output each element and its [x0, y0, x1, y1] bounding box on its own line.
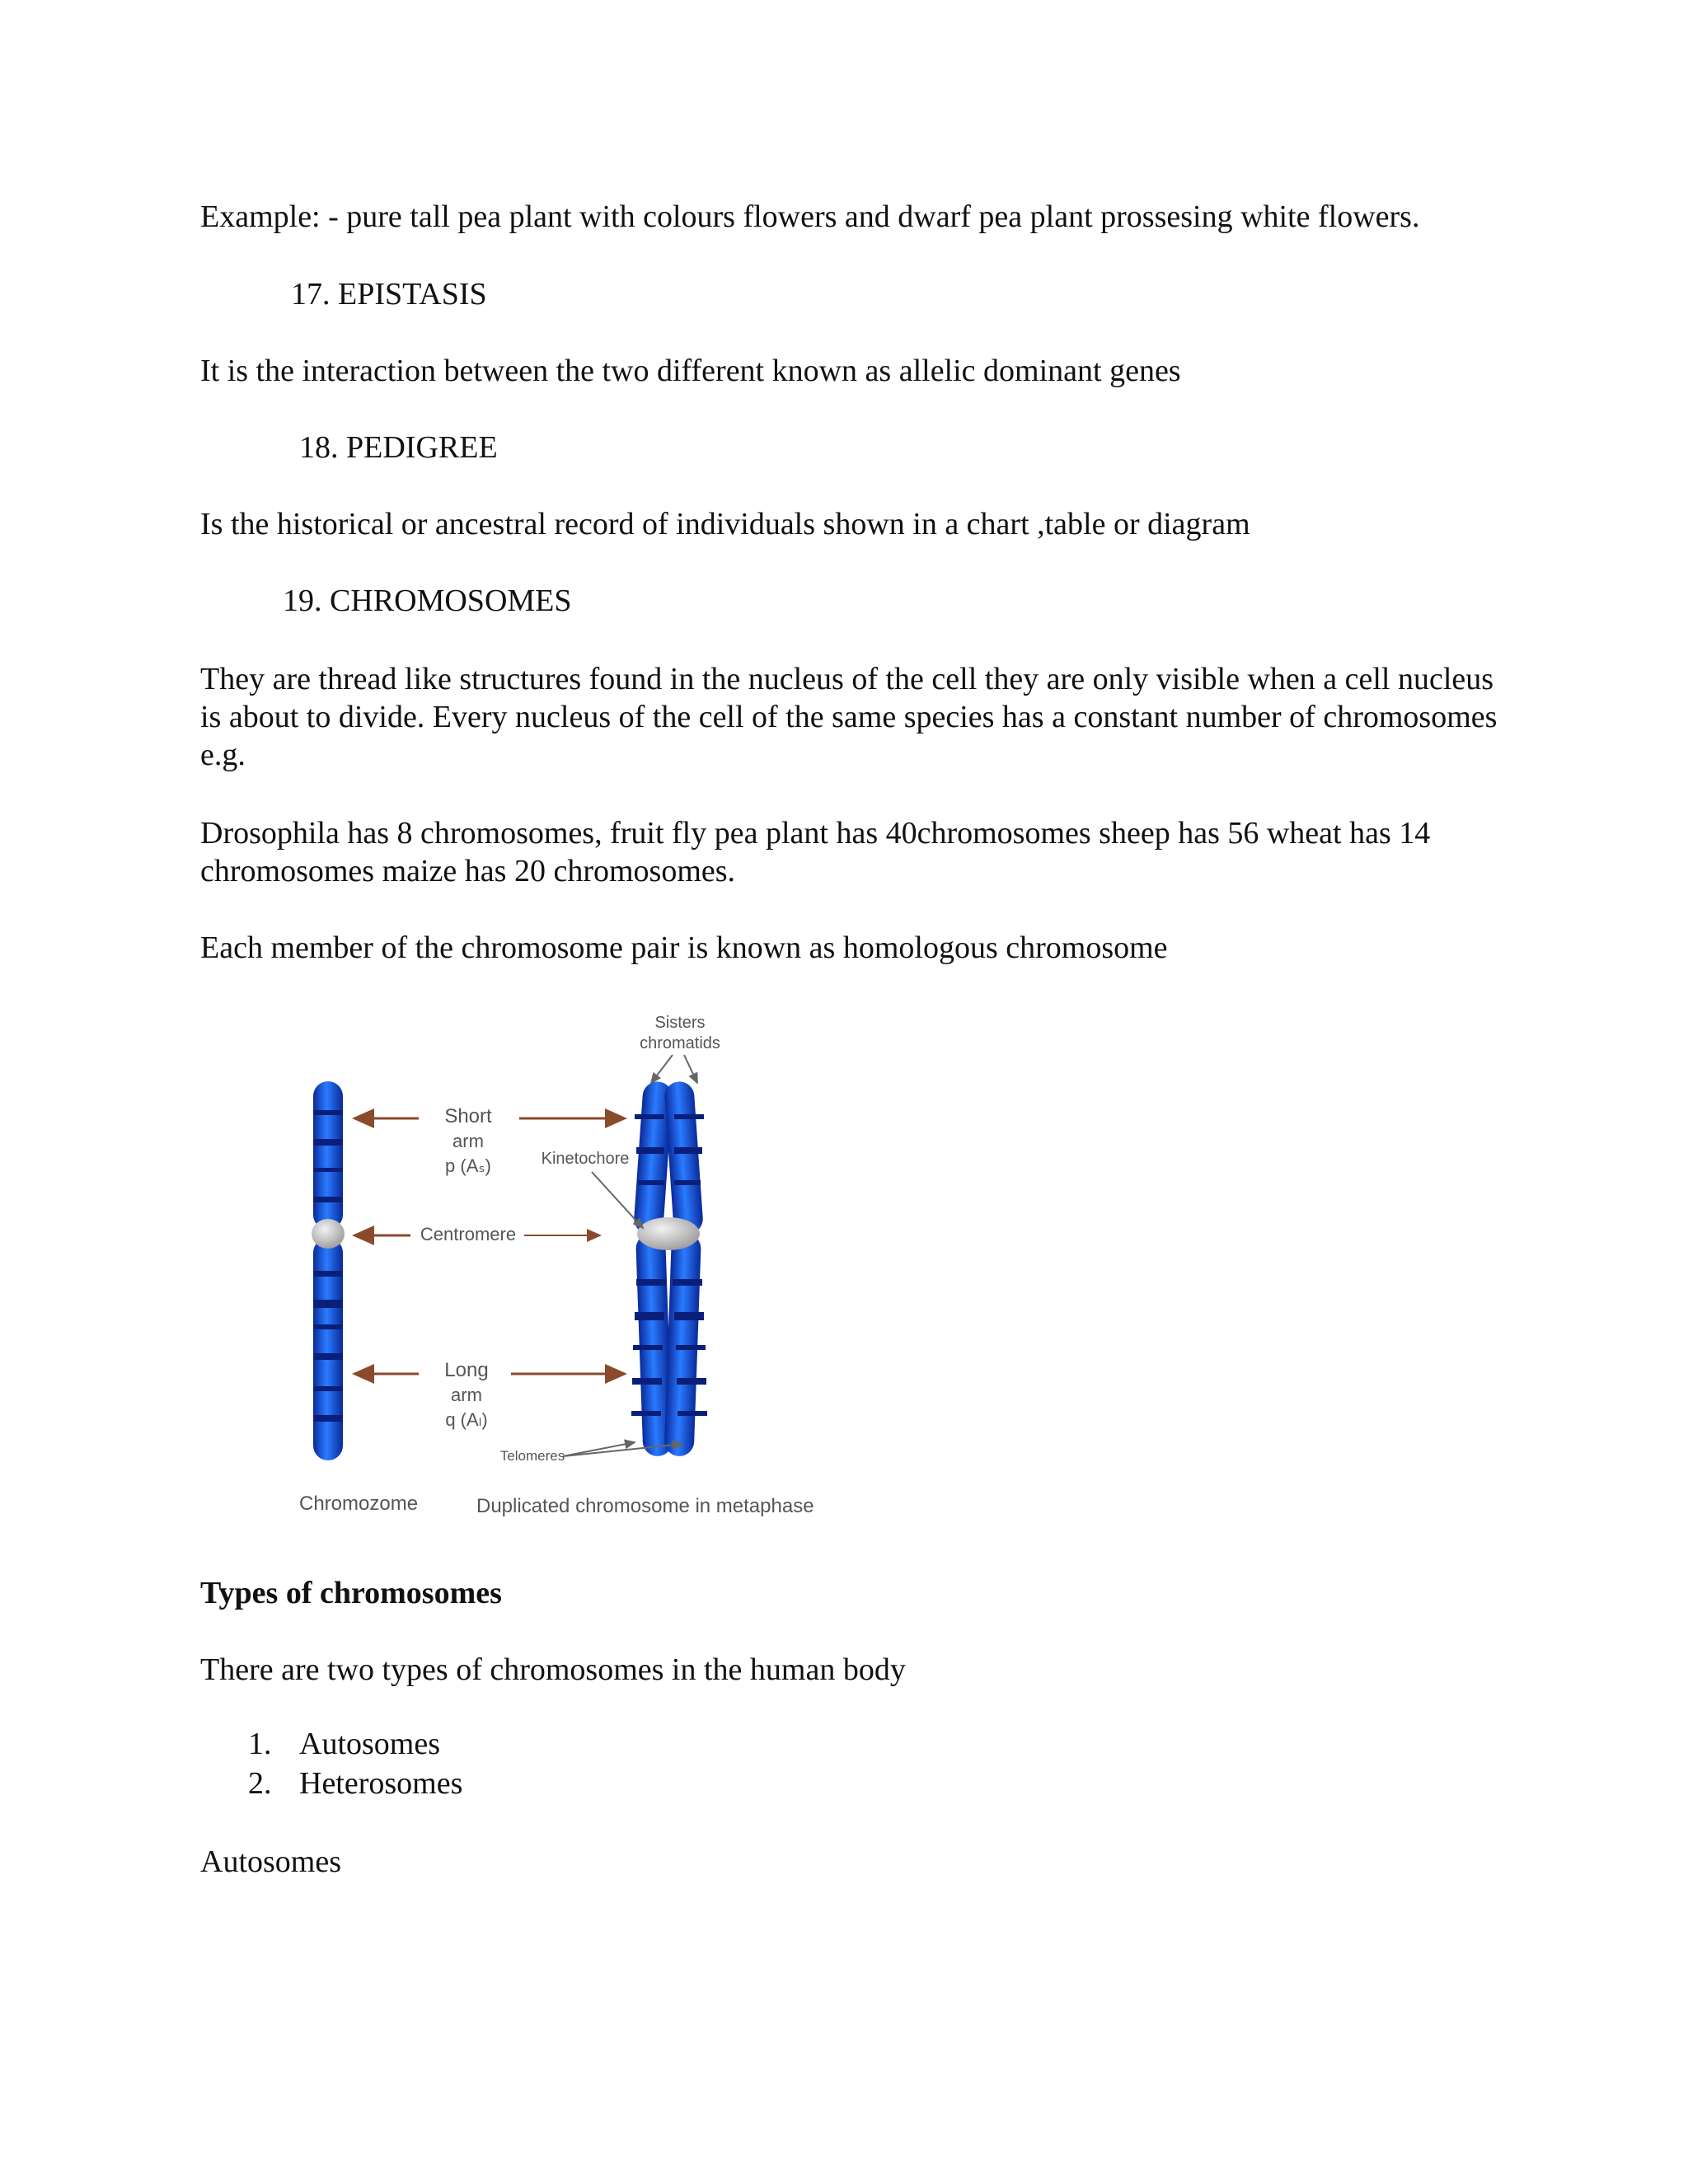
label-sisters-1: Sisters [654, 1014, 706, 1032]
epistasis-text: It is the interaction between the two different known as allelic dominant genes [200, 354, 1181, 388]
list-item [200, 1764, 462, 1803]
single-chromosome [312, 1081, 345, 1460]
label-centromere: Centromere [420, 1224, 517, 1244]
label-long-3: q (Aₗ) [445, 1409, 488, 1430]
example-line: Example: - pure tall pea plant with colours flowers and dwarf pea plant prossesing white flowers. [200, 199, 1420, 234]
label-long-1: Long [444, 1359, 489, 1381]
homologous-text: Each member of the chromosome pair is known as homologous chromosome [200, 930, 1168, 965]
list-item-label: Heterosomes [299, 1766, 463, 1801]
caption-chromozome: Chromozome [299, 1493, 419, 1515]
list-item-label: Autosomes [299, 1727, 440, 1761]
chromosomes-text: They are thread like structures found in the nucleus of the cell they are only visible when a cell nucleus is about to divide. Every nucleus of the cell of the same species has a constant number of chromosomes e.g. [200, 662, 1498, 772]
heading-epistasis: 17. EPISTASIS [291, 277, 487, 312]
chromosome-diagram [262, 999, 849, 1526]
duplicated-chromosome [631, 1080, 707, 1456]
centromere-single [312, 1219, 345, 1249]
autosomes-heading: Autosomes [200, 1844, 341, 1879]
label-sisters-2: chromatids [640, 1034, 720, 1052]
label-short-3: p (Aₛ) [445, 1155, 491, 1176]
heading-chromosomes: 19. CHROMOSOMES [283, 583, 572, 618]
label-short-2: arm [452, 1131, 484, 1151]
label-long-2: arm [451, 1385, 482, 1405]
list-item-number: 2. [248, 1766, 272, 1801]
centromere-duplicated [637, 1217, 700, 1250]
chromosome-diagram-svg [262, 999, 849, 1526]
types-intro: There are two types of chromosomes in the human body [200, 1652, 906, 1687]
caption-duplicated: Duplicated chromosome in metaphase [476, 1495, 814, 1517]
types-heading: Types of chromosomes [200, 1576, 502, 1610]
types-list [200, 1724, 462, 1803]
label-short-1: Short [444, 1105, 492, 1127]
list-item [200, 1724, 462, 1764]
drosophila-text: Drosophila has 8 chromosomes, fruit fly pea plant has 40chromosomes sheep has 56 wheat has 14 chromosomes maize has 20 chromosomes. [200, 816, 1431, 888]
pedigree-text: Is the historical or ancestral record of individuals shown in a chart ,table or diagram [200, 507, 1250, 541]
heading-pedigree: 18. PEDIGREE [299, 430, 498, 465]
label-kinetochore: Kinetochore [541, 1150, 630, 1168]
label-telomeres: Telomeres [499, 1448, 565, 1464]
list-item-number: 1. [248, 1727, 272, 1761]
